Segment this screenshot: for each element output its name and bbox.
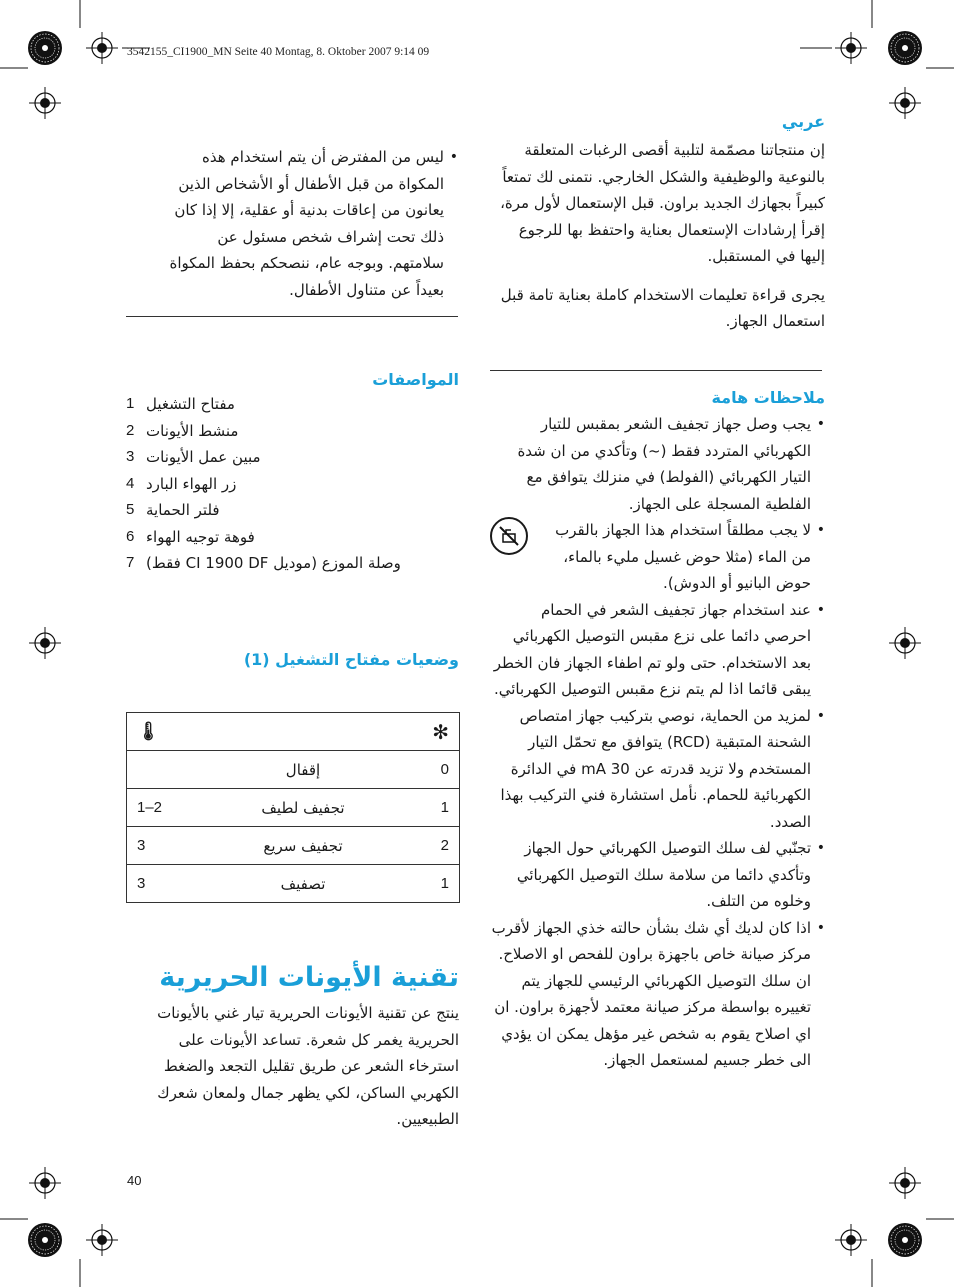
registration-mark-icon <box>29 627 61 659</box>
notes-list <box>490 411 825 1074</box>
part-label: فوهة توجيه الهواء <box>146 527 255 546</box>
page-number: 40 <box>127 1173 142 1188</box>
intro-paragraph: إن منتجاتنا مصمّمة لتلبية أقصى الرغبات المتعلقة بالنوعية والوظيفية والشكل الخارجي. نتمنى لك تمتعاً كبيراً بجهازك الجديد براون. قبل الإستعمال لأول مرة، إقرأ إرشادات الإستعمال بعناية واحتفظ بها للرجوع إليها في المستقبل. <box>500 141 825 265</box>
starburst-mark-icon <box>28 31 62 65</box>
note-item: • تجنّبي لف سلك التوصيل الكهربائي حول الجهاز وتأكدي دائما من سلامة سلك التوصيل الكهربائي وخلوه من التلف. <box>490 835 825 915</box>
table-row <box>127 827 459 865</box>
part-number: 5 <box>126 501 135 518</box>
ion-technology-title: تقنية الأيونات الحريرية <box>159 962 459 993</box>
right-column <box>490 112 825 335</box>
switch-settings-table <box>126 712 460 903</box>
temperature-cell: 3 <box>127 827 187 865</box>
temperature-cell <box>127 751 187 789</box>
part-label: زر الهواء البارد <box>146 474 237 493</box>
note-item <box>490 517 825 597</box>
part-item <box>126 550 459 577</box>
part-number: 6 <box>126 527 135 545</box>
part-item <box>126 524 459 551</box>
registration-mark-icon <box>835 1224 867 1256</box>
starburst-mark-icon <box>888 31 922 65</box>
note-item: • اذا كان لديك أي شك بشأن حالته خذي الجهاز لأقرب مركز صيانة خاص باجهزة براون للفحص او الاصلاح. ان سلك التوصيل الكهربائي الرئيسي للجهاز يتم تغييره بواسطة مركز صيانة معتمد لأجهزة براون. ان اي اصلاح يقوم به شخص غير مؤهل يمكن ان يؤدي الى خطر جسيم لمستعمل الجهاز. <box>490 915 825 1074</box>
specs-heading: المواصفات <box>372 370 459 389</box>
part-label: فلتر الحماية <box>146 501 220 519</box>
part-label: مبين عمل الأيونات <box>146 448 261 466</box>
table-header-row <box>127 713 459 751</box>
section-divider <box>490 370 822 371</box>
temperature-cell: 3 <box>127 865 187 903</box>
setting-position: 2 <box>419 827 459 865</box>
part-label: مفتاح التشغيل <box>146 395 235 413</box>
setting-label: تجفيف لطيف <box>187 789 419 827</box>
starburst-mark-icon <box>28 1223 62 1257</box>
setting-position: 0 <box>419 751 459 789</box>
table-row <box>127 789 459 827</box>
part-item <box>126 391 459 418</box>
registration-mark-icon <box>29 87 61 119</box>
specs-section <box>126 370 459 577</box>
note-text: • لا يجب مطلقاً استخدام هذا الجهاز بالقرب من الماء (مثلا حوض غسيل مليء بالماء، حوض البانيو أو الدوش). <box>555 521 811 592</box>
note-item: • لمزيد من الحماية، نوصي بتركيب جهاز امتصاص الشحنة المتبقية (RCD) يتوافق مع تحمّل التيار المستخدم ولا تزيد قدرته عن 30 mA في الدائرة الكهربائية للحمام. نأمل استشارة فني التركيب بهذا الصدد. <box>490 703 825 836</box>
section-divider <box>126 316 458 317</box>
registration-mark-icon <box>86 32 118 64</box>
temperature-cell: 1–2 <box>127 789 187 827</box>
no-water-warning-icon <box>490 517 528 555</box>
notes-section <box>490 388 825 1074</box>
table-row <box>127 751 459 789</box>
part-item <box>126 444 459 471</box>
fan-icon: ✻ <box>432 719 449 744</box>
registration-mark-icon <box>86 1224 118 1256</box>
children-note: • ليس من المفترض أن يتم استخدام هذه المكواة من قبل الأطفال أو الأشخاص الذين يعانون من إعاقات بدنية أو عقلية، إلا إذا كان ذلك تحت إشراف شخص مسئول عن سلامتهم. وبوجه عام، ننصحكم بحفظ المكواة بعيداً عن متناول الأطفال. <box>160 144 458 303</box>
part-number: 2 <box>126 421 135 439</box>
table-row <box>127 865 459 903</box>
setting-position: 1 <box>419 865 459 903</box>
language-title: عربي <box>781 112 825 131</box>
part-number: 7 <box>126 554 135 571</box>
registration-mark-icon <box>889 87 921 119</box>
registration-mark-icon <box>29 1167 61 1199</box>
setting-label: إقفال <box>187 751 419 789</box>
registration-mark-icon <box>889 1167 921 1199</box>
note-item: • عند استخدام جهاز تجفيف الشعر في الحمام احرصي دائما على نزع مقبس التوصيل الكهربائي بعد الاستخدام. حتى ولو تم اطفاء الجهاز فان الخطر يبقى قائما اذا لم يتم نزع مقبس التوصيل الكهربائي. <box>490 597 825 703</box>
print-header: 3542155_CI1900_MN Seite 40 Montag, 8. Oktober 2007 9:14 09 <box>127 46 430 58</box>
ion-technology-paragraph: ينتج عن تقنية الأيونات الحريرية تيار غني بالأيونات الحريرية يغمر كل شعرة. تساعد الأيونات على استرخاء الشعر عن طريق تقليل التجعد والضغط الكهربي الساكن، لكي يظهر جمال ولمعان شعرك الطبيعيين. <box>157 1004 459 1128</box>
registration-mark-icon <box>889 627 921 659</box>
part-item <box>126 471 459 498</box>
part-item <box>126 497 459 524</box>
part-number: 1 <box>126 395 135 412</box>
part-number: 4 <box>126 474 135 492</box>
switch-heading: وضعيات مفتاح التشغيل (1) <box>243 650 459 669</box>
instructions-paragraph: يجرى قراءة تعليمات الاستخدام كاملة بعناية تامة قبل استعمال الجهاز. <box>500 285 825 330</box>
part-label: منشط الأيونات <box>146 421 239 440</box>
setting-label: تجفيف سريع <box>187 827 419 865</box>
temperature-column-header <box>127 713 187 751</box>
fan-column-header <box>419 713 459 751</box>
notes-heading: ملاحظات هامة <box>711 388 825 407</box>
part-label: وصلة الموزع (موديل CI 1900 DF فقط) <box>146 554 401 572</box>
note-item: • يجب وصل جهاز تجفيف الشعر بمقبس للتيار الكهربائي المتردد فقط (~) وتأكدي من ان شدة التيار الكهربائي (الفولط) في منزلك يتوافق مع الفلطية المسجلة على الجهاز. <box>490 411 825 517</box>
parts-list <box>126 391 459 577</box>
children-note-section <box>160 144 458 303</box>
starburst-mark-icon <box>888 1223 922 1257</box>
thermometer-icon: 🌡 <box>137 721 160 742</box>
setting-label: تصفيف <box>187 865 419 903</box>
setting-position: 1 <box>419 789 459 827</box>
part-number: 3 <box>126 448 135 465</box>
registration-mark-icon <box>835 32 867 64</box>
part-item <box>126 418 459 445</box>
